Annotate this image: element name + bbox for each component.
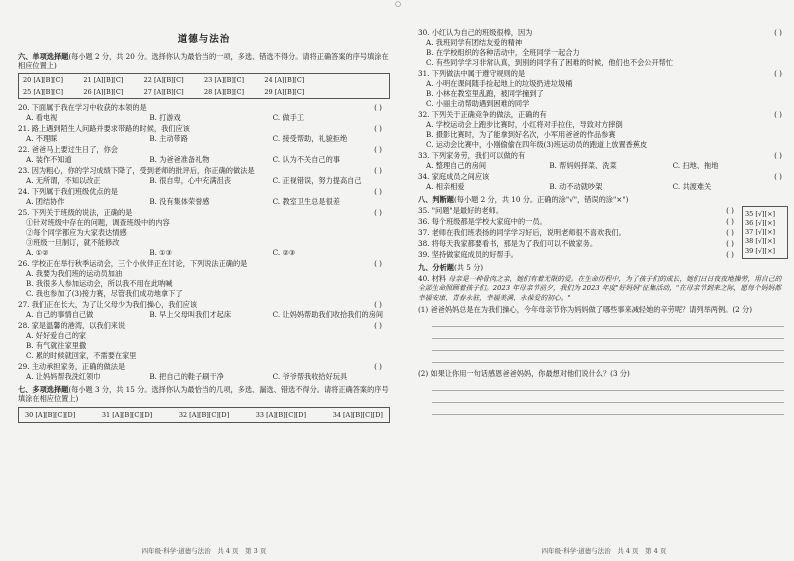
question [418, 28, 790, 67]
answer-number: 28 [203, 88, 213, 96]
answer-line[interactable] [432, 351, 784, 363]
option: C. 教室卫生总是很差 [272, 197, 340, 207]
option: C. 爷爷帮我收拾好玩具 [272, 372, 348, 382]
question-stem [18, 300, 390, 309]
question-text: 24. 下列属于我们班级优点的是 [18, 187, 118, 197]
option-row [26, 310, 390, 319]
option: A. 整理自己的房间 [426, 161, 487, 170]
option: B. 帮妈妈择菜、洗菜 [549, 161, 617, 170]
page-footer: 四年级·科学·道德与法治 共 4 页 第 3 页 [141, 546, 267, 555]
option: B. 动不动就吵架 [549, 182, 603, 191]
option-line: B. 在学校组织的各种活动中，全班同学一起合力 [426, 48, 580, 57]
question [18, 187, 390, 206]
option-line: ②每个同学都应为大家表达情感 [26, 228, 127, 238]
judge-bubble-row[interactable]: 39 [√][×] [745, 246, 776, 255]
q40-sub1: (1) 爸爸妈妈总是在为我们操心，今年母亲节你为妈妈做了哪些事来减轻她的辛劳呢？请列举两例。(2 分) [418, 305, 752, 315]
option: A. 自己的事情自己做 [26, 310, 94, 320]
answer-paren: ( ) [726, 217, 734, 226]
question-list-right [418, 28, 790, 191]
answer-paren: ( ) [726, 206, 734, 215]
answer-cell [204, 88, 264, 96]
answer-cell [144, 76, 204, 84]
option-line: A. 好好爱自己的家 [26, 331, 87, 341]
question [418, 69, 790, 108]
answer-paren: ( ) [374, 300, 382, 310]
option: B. 主动带路 [149, 134, 188, 144]
answer-number: 25 [23, 88, 32, 96]
judge-bubble-row[interactable]: 36 [√][×] [745, 219, 776, 228]
question-stem [418, 28, 790, 37]
answer-line[interactable] [432, 315, 784, 327]
option: B. 为爸爸准备礼物 [149, 155, 210, 165]
option-line: B. 有气就往家里撒 [26, 341, 87, 351]
answer-number: 26 [83, 88, 92, 96]
option-row [426, 182, 790, 191]
judge-text: 38. 将每天我家都要看书，那是为了我们可以不做家务。 [418, 239, 598, 248]
answer-number: 23 [203, 75, 213, 84]
answer-paren: ( ) [774, 69, 782, 78]
answer-grid-multi [18, 407, 390, 423]
question [18, 208, 390, 257]
option: A. 相亲相爱 [426, 182, 465, 191]
question-stem [18, 187, 390, 196]
answer-cell-multi[interactable]: 34 [A][B][C][D] [332, 411, 383, 420]
answer-number: 21 [83, 75, 92, 84]
question-stem [18, 145, 390, 154]
answer-paren: ( ) [726, 239, 734, 248]
option: C. 正视错误，努力提高自己 [272, 176, 362, 186]
answer-bubbles[interactable]: [A][B][C] [33, 75, 64, 84]
question-stem [418, 172, 790, 181]
answer-paren: ( ) [774, 151, 782, 160]
option: C. 接受帮助，礼貌拒绝 [272, 134, 348, 144]
option: B. 没有集体荣誉感 [149, 197, 210, 207]
question-text: 25. 下列关于班级的说法，正确的是 [18, 208, 133, 218]
answer-cell [204, 76, 264, 84]
option-line: ③班级一旦制订，就不能修改 [26, 238, 120, 248]
question-stem [418, 110, 790, 119]
question-stem [18, 124, 390, 133]
option-line: C. 运动会比赛中，小刚偷偷在四年级(3)班运动员的跑道上放置香蕉皮 [426, 140, 648, 149]
answer-cell-multi[interactable]: 33 [A][B][C][D] [255, 411, 307, 420]
question [18, 362, 390, 381]
answer-bubbles[interactable]: [A][B][C] [154, 75, 184, 84]
question-stem [18, 103, 390, 112]
option-row [26, 134, 390, 143]
answer-cell-multi[interactable]: 30 [A][B][C][D] [25, 411, 76, 420]
section-8-header: 八、判断题(每小题 2 分，共 10 分。正确的涂"√"，错误的涂"×") [418, 195, 629, 204]
question-text: 22. 爸爸马上要过生日了，你会 [18, 145, 118, 155]
answer-paren: ( ) [774, 28, 782, 37]
answer-cell [23, 76, 83, 84]
question-text: 34. 家庭成员之间应该 [418, 172, 490, 181]
answer-cell [264, 88, 324, 96]
answer-line[interactable] [432, 403, 784, 415]
answer-bubbles[interactable]: [A][B][C] [93, 88, 124, 96]
answer-cell-multi[interactable]: 32 [A][B][C][D] [178, 411, 230, 420]
option: A. 让妈妈帮我洗红领巾 [26, 372, 101, 382]
judge-text: 39. 坚持做家庭成员的好帮手。 [418, 250, 518, 259]
option-row [26, 113, 390, 122]
judge-item [418, 206, 742, 215]
answer-cell [144, 88, 204, 96]
answer-line[interactable] [432, 379, 784, 391]
question [18, 124, 390, 143]
answer-paren: ( ) [374, 103, 382, 113]
option-line: A. 学校运动会上跑步比赛时，小红将对手拉住，导致对方摔倒 [426, 120, 623, 129]
question-stem [18, 362, 390, 371]
option-line: C. 有些同学学习非常认真，到别的同学有了困难的时候，他们也不会公开帮忙 [426, 58, 674, 67]
answer-number: 24 [264, 75, 273, 84]
option: C. 认为不关自己的事 [272, 155, 340, 165]
option: B. 打游戏 [149, 113, 181, 123]
judge-bubble-row[interactable]: 35 [√][×] [745, 210, 776, 218]
answer-paren: ( ) [374, 166, 382, 176]
option: A. 不理睬 [26, 134, 58, 144]
answer-number: 29 [264, 88, 273, 96]
question-text: 28. 家是温馨的港湾，以我们来说 [18, 321, 126, 331]
question [418, 172, 790, 191]
answer-cell-multi[interactable]: 31 [A][B][C][D] [101, 411, 153, 420]
answer-number: 20 [23, 75, 32, 84]
answer-line[interactable] [432, 391, 784, 403]
question-stem [18, 208, 390, 217]
answer-bubbles[interactable]: [A][B][C] [274, 75, 305, 84]
answer-cell [23, 88, 83, 96]
section-6-header: 六、单项选择题(每小题 2 分，共 20 分。选择你认为最恰当的一项，多选、错选不得分。请将正确答案的序号填涂在相应位置上) [18, 51, 389, 70]
judge-block [418, 206, 790, 259]
answer-bubbles[interactable]: [A][B][C] [154, 88, 184, 96]
question [18, 259, 390, 298]
question-text: 32. 下列关于正确竞争的做法，正确的有 [418, 110, 547, 119]
option: C. ②③ [272, 248, 296, 258]
judge-item [418, 250, 742, 259]
section-9-header: 九、分析题(共 5 分) [418, 263, 484, 272]
q40-sub2: (2) 如果让你用一句话感恩爸爸妈妈，你最想对他们说什么？(3 分) [418, 369, 630, 379]
option: A. 装作不知道 [26, 155, 72, 165]
option-row [26, 197, 390, 206]
option: B. ①③ [149, 248, 173, 258]
answer-number: 27 [143, 88, 152, 96]
option-line: A. 我要为我们班的运动员加油 [26, 269, 123, 279]
question [18, 145, 390, 164]
option-line: A. 小明在课间随手捡起地上的垃圾扔进垃圾桶 [426, 79, 573, 88]
page-3 [18, 6, 390, 555]
answer-cell [264, 76, 324, 84]
option-row [26, 155, 390, 164]
answer-bubbles[interactable]: [A][B][C] [274, 88, 305, 96]
page-4 [418, 6, 790, 555]
q40-material: 母亲是一种骨肉之亲，她们有着无限的爱。在生命历程中，为了孩子们的成长，她们日日夜夜地操劳，用自己的全部生命照顾着孩子们。2023 年母亲节前夕，我们为 2023 年度"好妈妈"征集活动，"在母亲节到来之际，愿每个妈妈都幸福安康、青春永驻，幸福美满、永葆爱的初心。" [418, 275, 782, 302]
question-text: 29. 主动承担家务，正确的做法是 [18, 362, 126, 372]
question-text: 26. 学校正在举行秋季运动会，三个小伙伴正在讨论，下列说法正确的是 [18, 259, 248, 269]
q40-label: 40. 材料 [418, 274, 447, 283]
question-text: 33. 下列家务劳，我们可以做的有 [418, 151, 526, 160]
option-line: B. 我很多人参加运动会，所以我不用在此呐喊 [26, 279, 173, 289]
question [18, 321, 390, 360]
answer-paren: ( ) [374, 362, 382, 372]
question-text: 31. 下列做法中属于遵守规则的是 [418, 69, 526, 78]
option-row [26, 176, 390, 185]
question [18, 300, 390, 319]
answer-paren: ( ) [774, 172, 782, 181]
binding-mark: ○ [395, 0, 402, 8]
option-line: A. 我班同学有团结友爱的精神 [426, 38, 523, 47]
option: A. ①② [26, 248, 49, 258]
question-text: 23. 因为粗心，你的学习成绩下降了，受到老师的批评后，你正确的做法是 [18, 166, 255, 176]
question-stem [418, 151, 790, 160]
answer-grid-single [18, 73, 390, 99]
option-line: C. 累的时候就回家，不需要在家里 [26, 351, 137, 361]
judge-bubble-row[interactable]: 37 [√][×] [745, 228, 776, 237]
answer-paren: ( ) [374, 145, 382, 155]
option: A. 无所谓，不知以改正 [26, 176, 101, 186]
answer-bubbles[interactable]: [A][B][C] [93, 75, 124, 84]
option-line: B. 小林在教室里乱跑，被同学撞到了 [426, 89, 544, 98]
answer-line[interactable] [432, 327, 784, 339]
judge-bubble-row[interactable]: 38 [√][×] [745, 237, 776, 246]
option-row [26, 372, 390, 381]
answer-paren: ( ) [726, 228, 734, 237]
answer-bubbles[interactable]: [A][B][C] [33, 88, 64, 96]
option: C. 扫地、拖地 [672, 161, 719, 170]
judge-item [418, 239, 742, 248]
question [18, 103, 390, 122]
option-line: C. 小丽主动帮助遇到困难的同学 [426, 99, 530, 108]
option: C. 让妈妈帮助我们收拾我们的房间 [272, 310, 384, 320]
question-text: 21. 路上遇到陌生人问路并要求带路的时候，我们应该 [18, 124, 190, 134]
option-line: B. 摄影比赛时，为了能拿到好名次，小军用爸爸的作品参赛 [426, 130, 616, 139]
question-stem [18, 166, 390, 175]
answer-cell [83, 76, 143, 84]
judge-text: 36. 每个班级都是学校大家庭中的一员。 [418, 217, 547, 226]
judge-answer-box [742, 206, 788, 259]
question [18, 166, 390, 185]
question-list-left [18, 103, 390, 381]
question [418, 110, 790, 149]
question-40 [418, 274, 790, 302]
option: C. 做手工 [272, 113, 305, 123]
section-7-header: 七、多项选择题(每小题 3 分，共 15 分。选择你认为最恰当的几项，多选、漏选、错选不得分。请将正确答案的序号填涂在相应位置上) [18, 385, 389, 404]
answer-paren: ( ) [374, 321, 382, 331]
judge-text: 35. "问题"是最好的老师。 [418, 206, 504, 215]
answer-paren: ( ) [374, 124, 382, 134]
option-row [426, 161, 790, 170]
answer-bubbles[interactable]: [A][B][C] [214, 75, 245, 84]
judge-list [418, 206, 742, 259]
answer-paren: ( ) [374, 208, 382, 218]
option: A. 看电视 [26, 113, 58, 123]
answer-cell [325, 88, 385, 96]
question-text: 27. 我们正在长大，为了让父母少为我们操心，我们应该 [18, 300, 198, 310]
answer-bubbles[interactable]: [A][B][C] [214, 88, 245, 96]
answer-paren: ( ) [374, 187, 382, 197]
question-text: 30. 小红认为自己的班级很棒，因为 [418, 28, 533, 37]
answer-line[interactable] [432, 339, 784, 351]
option-line: ①针对班级中存在的问题，调查班级中的内容 [26, 218, 170, 228]
option: B. 早上父母叫我们才起床 [149, 310, 232, 320]
question-stem [18, 321, 390, 330]
question [418, 151, 790, 170]
page-footer: 四年级·科学·道德与法治 共 4 页 第 4 页 [541, 546, 667, 555]
question-stem [418, 69, 790, 78]
judge-item [418, 228, 742, 237]
judge-item [418, 217, 742, 226]
option: B. 把自己的鞋子刷干净 [149, 372, 224, 382]
option: A. 团结协作 [26, 197, 65, 207]
judge-text: 37. 老师在我们班表扬的同学学习好后，说明老师很不喜欢我们。 [418, 228, 626, 237]
answer-paren: ( ) [774, 110, 782, 119]
answer-paren: ( ) [726, 250, 734, 259]
page-title: 道德与法治 [177, 34, 231, 45]
answer-number: 22 [143, 75, 152, 84]
answer-cell [83, 88, 143, 96]
question-text: 20. 下面属于我在学习中收获的本领的是 [18, 103, 147, 113]
question-stem [18, 259, 390, 268]
option: B. 很自卑，心中充满沮丧 [149, 176, 232, 186]
answer-paren: ( ) [374, 259, 382, 269]
option-row [26, 248, 390, 257]
answer-cell [325, 76, 385, 84]
option: C. 共渡难关 [672, 182, 712, 191]
option-line: C. 我也参加了(3)接力赛，尽管我们成功地拿下了 [26, 289, 183, 299]
